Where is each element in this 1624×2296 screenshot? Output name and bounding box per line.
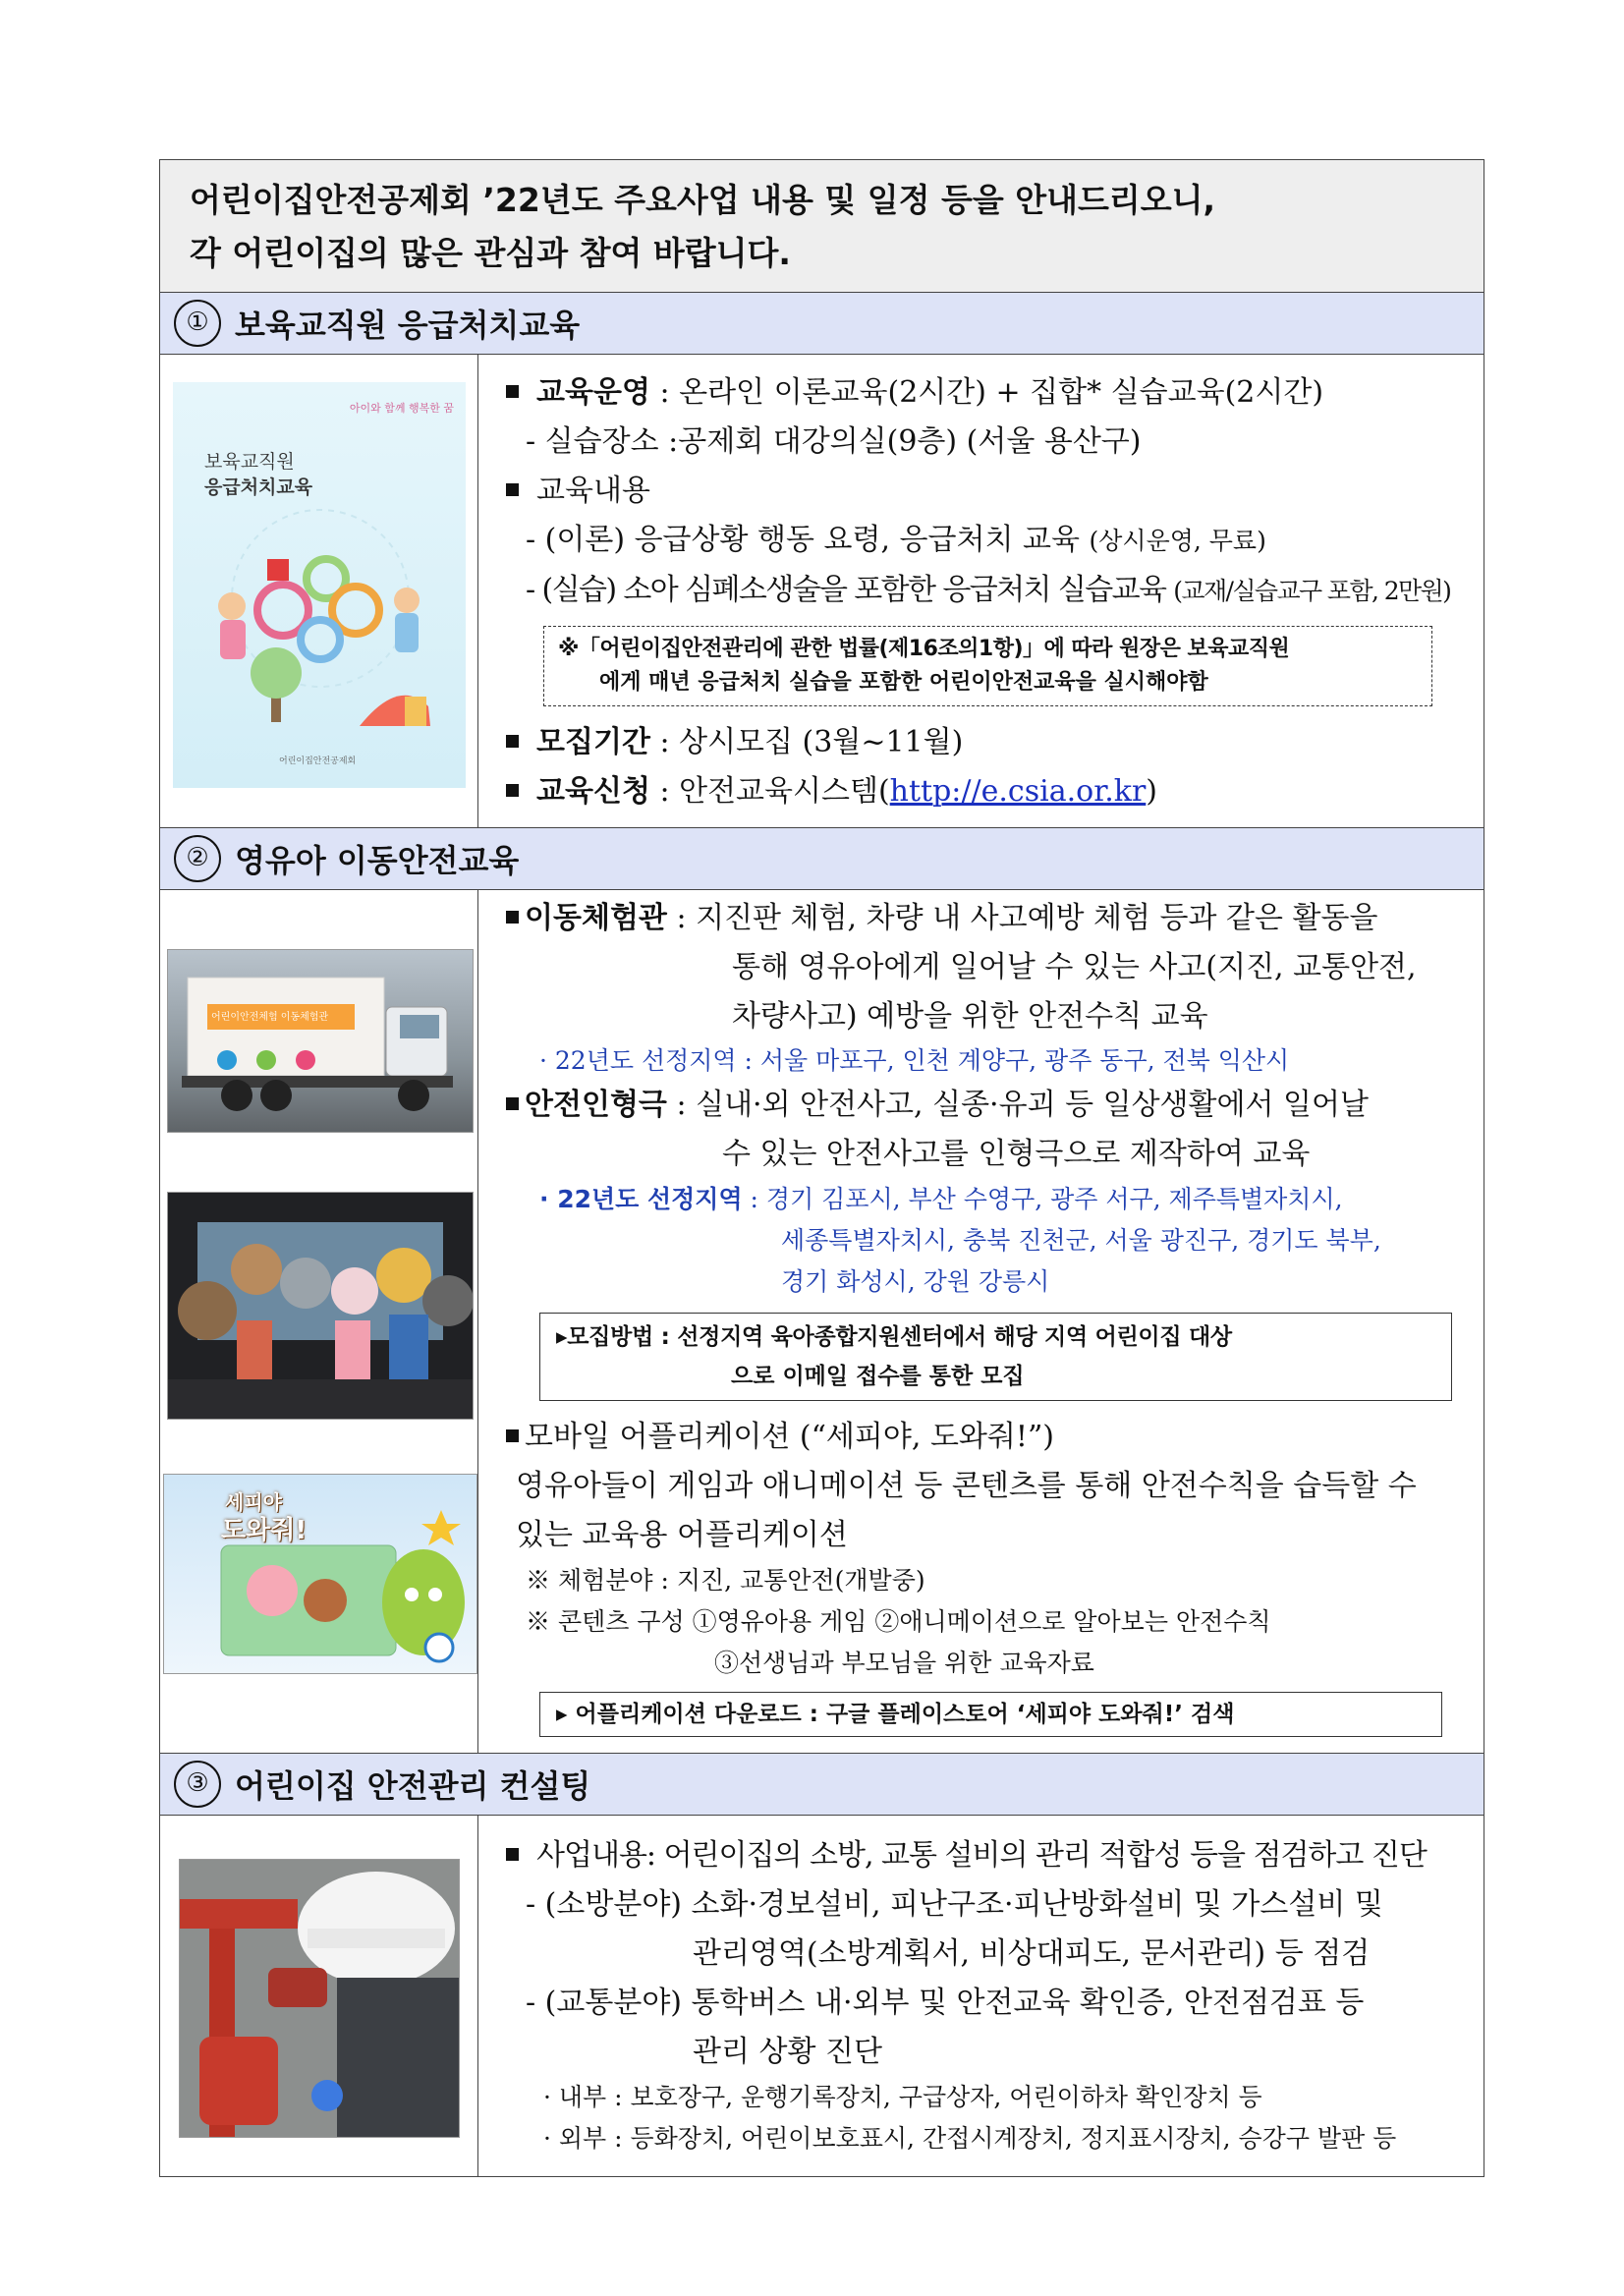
section-2-content [478,890,1484,1754]
s2-item3-note2: ※ 콘텐츠 구성 ①영유아용 게임 ②애니메이션으로 알아보는 안전수칙 [526,1607,1271,1636]
s2-item2-region3: 경기 화성시, 강원 강릉시 [781,1267,1050,1296]
s1-item1-sub: - 실습장소 :공제회 대강의실(9층) (서울 용산구) [526,424,1142,459]
s2-item1-region-label: · 22년도 선정지역 [539,1046,737,1075]
s1-note-line1: ※「어린이집안전관리에 관한 법률(제16조의1항)」에 따라 원장은 보육교직원 [558,637,1290,661]
s2-item3-note3: ③선생님과 부모님을 위한 교육자료 [714,1649,1094,1677]
section-1-header [160,293,1484,355]
s1-item1-label: 교육운영 [536,375,650,410]
intro-line-2: 각 어린이집의 많은 관심과 참여 바랍니다. [190,234,791,272]
s3-sub3: · 내부 : 보호장구, 운행기록장치, 구급상자, 어린이하차 확인장치 등 [543,2083,1262,2111]
s3-item1-text: 사업내용: 어린이집의 소방, 교통 설비의 관리 적합성 등을 점검하고 진단 [536,1838,1427,1873]
s1-item3-text: : 상시모집 (3월~11월) [649,725,964,759]
cover-title-1: 보육교직원 [204,451,295,473]
bullet-square-icon [506,911,519,924]
s2-item2-line2: 수 있는 안전사고를 인형극으로 제작하여 교육 [722,1137,1311,1171]
notice-document [159,159,1484,2177]
bullet-square-icon [506,385,519,398]
cover-illustration [173,382,466,788]
truck-sign-text: 어린이안전체험 이동체험관 [211,1012,329,1023]
s3-sub2-line1: - (교통분야) 통학버스 내·외부 및 안전교육 확인증, 안전점검표 등 [526,1986,1365,2020]
s2-item2-line1: : 실내·외 안전사고, 실종·유괴 등 일상생활에서 일어날 [666,1088,1369,1122]
bullet-square-icon [506,784,519,797]
s3-sub2-line2: 관리 상황 진단 [693,2035,882,2069]
s1-item4-label: 교육신청 [536,774,650,809]
intro-line-1: 어린이집안전공제회 ’22년도 주요사업 내용 및 일정 등을 안내드리오니, [190,181,1216,219]
s1-item1-text: : 온라인 이론교육(2시간) + 집합* 실습교육(2시간) [649,375,1324,410]
s3-sub4: · 외부 : 등화장치, 어린이보호표시, 간접시계장치, 정지표시장치, 승강구 발판 등 [543,2124,1397,2153]
section-3-content [478,1816,1484,2177]
app-logo-line2: 도와줘! [221,1516,308,1545]
intro-banner [160,160,1484,293]
section-1-content [478,355,1484,828]
s2-item1-line3: 차량사고) 예방을 위한 안전수칙 교육 [732,999,1208,1034]
s2-item2-region2: 세종특별자치시, 충북 진천군, 서울 광진구, 경기도 북부, [781,1226,1381,1255]
s2-item2-region1: : 경기 김포시, 부산 수영구, 광주 서구, 제주특별자치시, [742,1185,1343,1213]
section-3-header [160,1754,1484,1816]
first-aid-booklet-cover-image [173,382,466,788]
s1-item4-text: : 안전교육시스템( [649,774,890,809]
s1-item2-label: 교육내용 [536,474,650,508]
bullet-square-icon [506,735,519,748]
education-system-link[interactable]: http://e.csia.or.kr [889,774,1147,809]
s1-note-line2: 에게 매년 응급처치 실습을 포함한 어린이안전교육을 실시해야함 [599,670,1208,695]
s2-item1-line1: : 지진판 체험, 차량 내 사고예방 체험 등과 같은 활동을 [666,901,1378,935]
s2-item3-label: 모바일 어플리케이션 (“세피야, 도와줘!”) [525,1420,1054,1454]
notice-table [159,159,1484,2177]
cover-top-text: 아이와 함께 행복한 꿈 [349,402,454,415]
s1-item2-sub2-small: (교재/실습교구 포함, 2만원) [1173,577,1451,605]
s2-app-download-box [539,1692,1442,1737]
app-logo-line1: 세피야 [225,1490,282,1514]
section-1-number: ① [174,300,221,347]
s2-item2-label: 안전인형극 [525,1088,667,1122]
section-3-number: ③ [174,1761,221,1808]
s2-item1-label: 이동체험관 [525,901,667,935]
s1-item2-sub1: - (이론) 응급상황 행동 요령, 응급처치 교육 [526,523,1090,557]
section-3-title: 어린이집 안전관리 컨설팅 [235,1767,591,1805]
s2-item1-line2: 통해 영유아에게 일어날 수 있는 사고(지진, 교통안전, [732,950,1417,984]
fire-facility-inspection-photo [179,1859,460,2138]
section-3-image-cell [160,1816,478,2177]
s1-legal-note [543,626,1432,706]
svg-text:어린이집안전공제회: 어린이집안전공제회 [279,756,357,766]
bullet-square-icon [506,1097,519,1110]
s2-item3-note1: ※ 체험분야 : 지진, 교통안전(개발중) [526,1566,925,1595]
bullet-square-icon [506,1429,519,1442]
s2-item3-line2: 있는 교육용 어플리케이션 [516,1518,848,1552]
section-2-number: ② [174,835,221,882]
s1-item4-close: ) [1146,774,1158,809]
section-1-title: 보육교직원 응급처치교육 [235,307,581,344]
s2-recruit-method-box [539,1313,1452,1401]
section-2-image-cell [160,890,478,1754]
s2-box1-line2: 으로 이메일 접수를 통한 모집 [731,1364,1025,1389]
s2-item1-region: : 서울 마포구, 인천 계양구, 광주 동구, 전북 익산시 [736,1046,1290,1075]
puppet-show-photo [167,1192,474,1420]
section-2-header [160,828,1484,890]
bullet-square-icon [506,1848,519,1861]
s2-box1-line1: ▸모집방법 : 선정지역 육아종합지원센터에서 해당 지역 어린이집 대상 [556,1324,1232,1350]
cover-title-2: 응급처치교육 [204,476,313,498]
s2-item3-line1: 영유아들이 게임과 애니메이션 등 콘텐츠를 통해 안전수칙을 습득할 수 [516,1469,1417,1503]
s1-item3-label: 모집기간 [536,725,650,759]
section-2-title: 영유아 이동안전교육 [235,842,520,879]
s2-box2: ▸ 어플리케이션 다운로드 : 구글 플레이스토어 ‘세피야 도와줘!’ 검색 [556,1702,1235,1727]
mobile-experience-truck-photo [167,949,474,1133]
bullet-square-icon [506,483,519,496]
sepiya-app-banner-image [163,1474,477,1674]
s2-item2-region-label: · 22년도 선정지역 [539,1185,743,1213]
s1-item2-sub2: - (실습) 소아 심폐소생술을 포함한 응급처치 실습교육 [526,573,1174,607]
s3-sub1-line2: 관리영역(소방계획서, 비상대피도, 문서관리) 등 점검 [693,1936,1371,1971]
section-1-image-cell [160,355,478,828]
s1-item2-sub1-small: (상시운영, 무료) [1089,527,1266,555]
s3-sub1-line1: - (소방분야) 소화·경보설비, 피난구조·피난방화설비 및 가스설비 및 [526,1887,1383,1922]
